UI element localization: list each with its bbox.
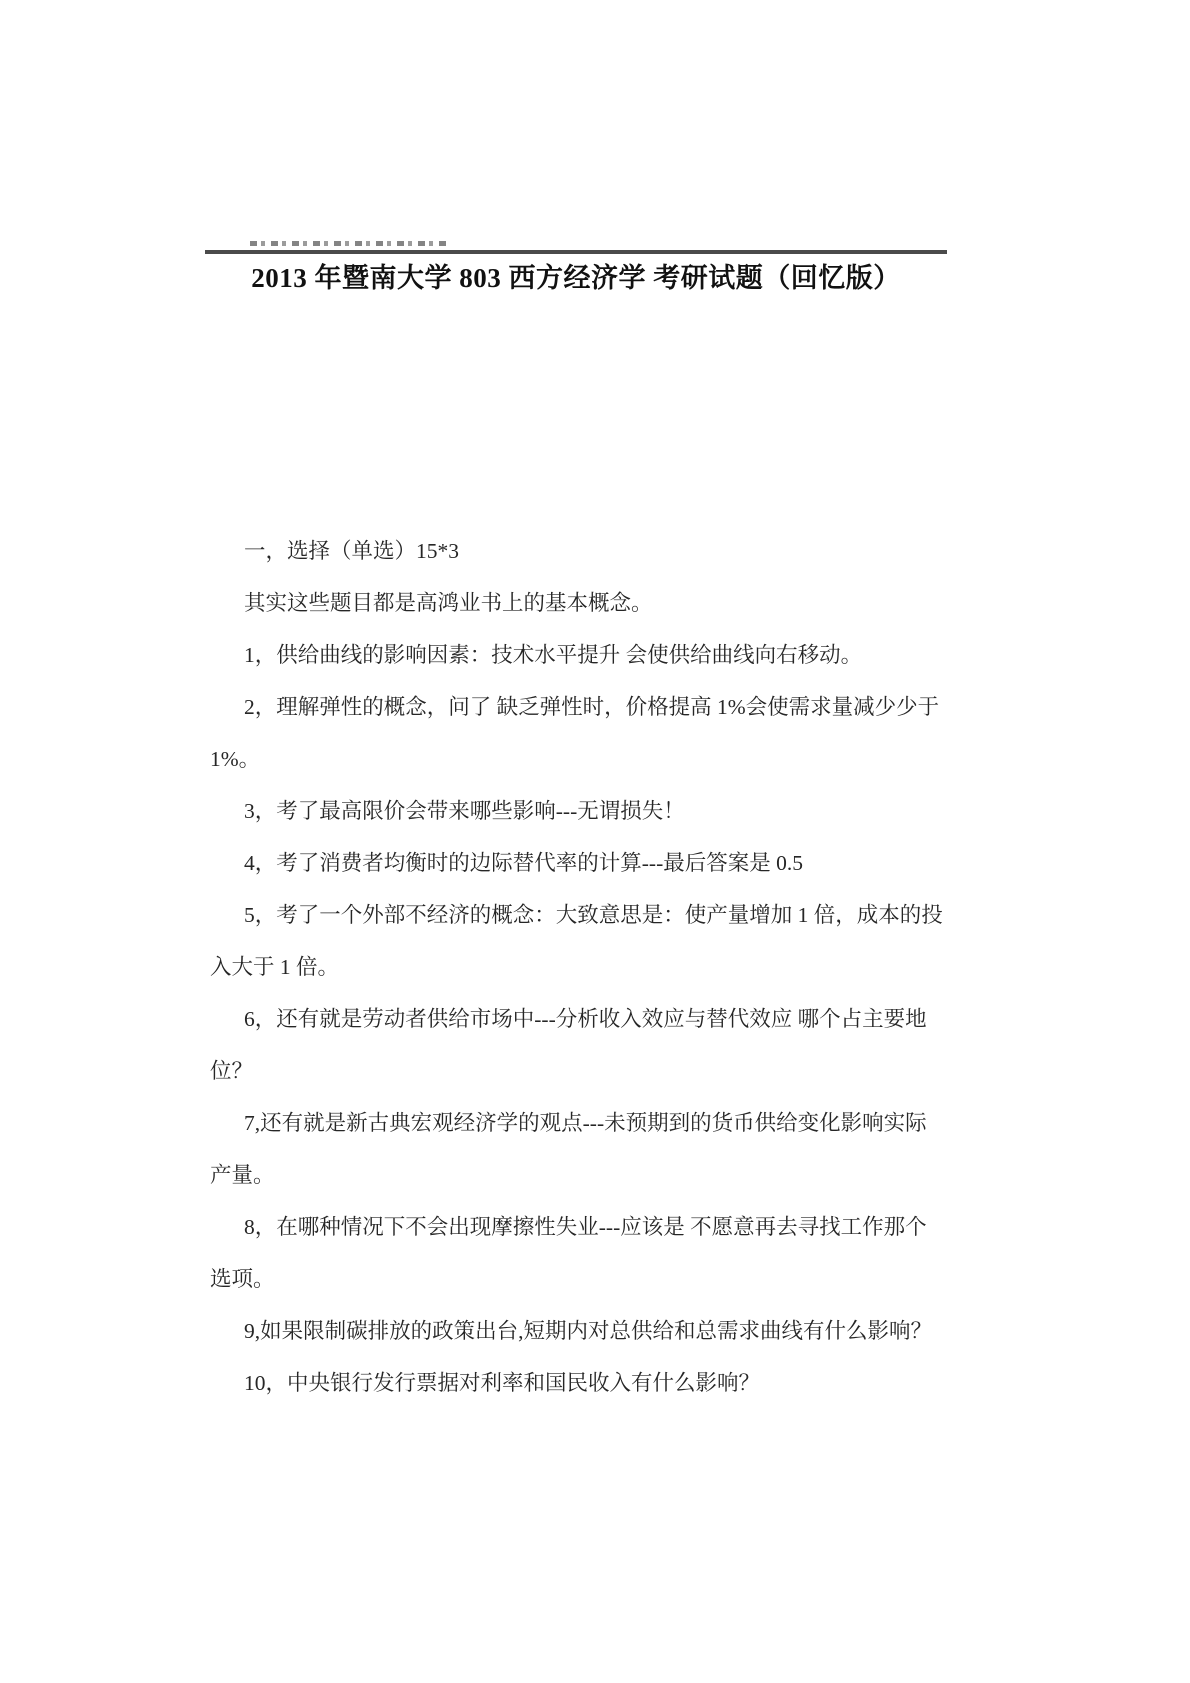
intro-line: 其实这些题目都是高鸿业书上的基本概念。: [244, 591, 653, 615]
question-7-continuation: 产量。: [210, 1163, 275, 1187]
question-6-continuation: 位？: [210, 1059, 254, 1083]
question-5: 5，考了一个外部不经济的概念：大致意思是：使产量增加 1 倍，成本的投: [244, 903, 943, 927]
page-title: 2013 年暨南大学 803 西方经济学 考研试题（回忆版）: [251, 263, 901, 293]
question-6: 6，还有就是劳动者供给市场中---分析收入效应与替代效应 哪个占主要地: [244, 1007, 927, 1031]
question-2-continuation: 1%。: [210, 747, 261, 771]
section-heading: 一，选择（单选）15*3: [244, 539, 460, 563]
question-8: 8，在哪种情况下不会出现摩擦性失业---应该是 不愿意再去寻找工作那个: [244, 1215, 927, 1239]
header-divider: [205, 250, 947, 254]
question-8-continuation: 选项。: [210, 1267, 275, 1291]
question-3: 3，考了最高限价会带来哪些影响---无谓损失！: [244, 799, 685, 823]
question-2: 2，理解弹性的概念，问了 缺乏弹性时，价格提高 1%会使需求量减少少于: [244, 695, 940, 719]
question-1: 1，供给曲线的影响因素：技术水平提升 会使供给曲线向右移动。: [244, 643, 863, 667]
clipped-text-artifact: [250, 241, 446, 246]
question-7: 7,还有就是新古典宏观经济学的观点---未预期到的货币供给变化影响实际: [244, 1111, 927, 1135]
question-9: 9,如果限制碳排放的政策出台,短期内对总供给和总需求曲线有什么影响？: [244, 1319, 933, 1343]
question-10: 10，中央银行发行票据对利率和国民收入有什么影响？: [244, 1371, 761, 1395]
document-body: [210, 525, 970, 1409]
question-4: 4，考了消费者均衡时的边际替代率的计算---最后答案是 0.5: [244, 851, 803, 875]
question-5-continuation: 入大于 1 倍。: [210, 955, 340, 979]
